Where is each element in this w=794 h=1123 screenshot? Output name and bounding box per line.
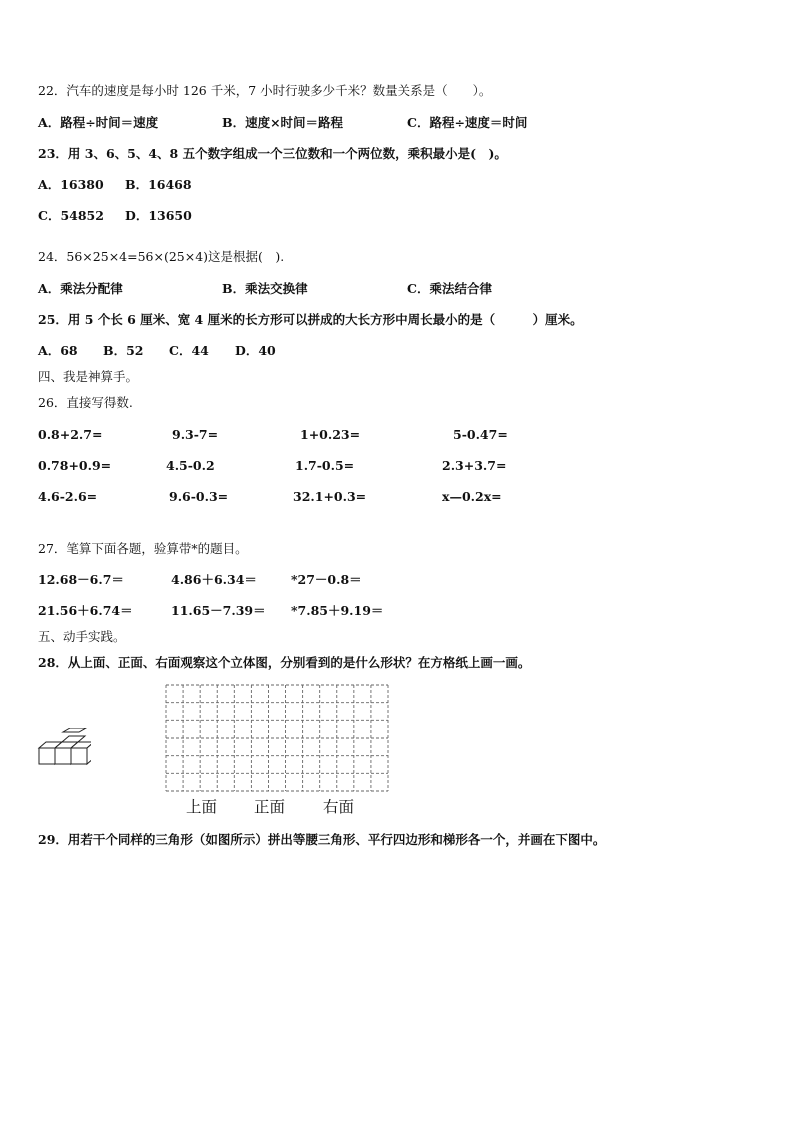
question-26-stem: 26．直接写得数.: [38, 395, 133, 410]
question-27-stem: 27．笔算下面各题，验算带*的题目。: [38, 541, 248, 556]
question-29-stem: 29．用若干个同样的三角形（如图所示）拼出等腰三角形、平行四边形和梯形各一个，并画在下图中。: [38, 832, 606, 847]
grid-label-front: 正面: [254, 798, 286, 816]
q26-item: 4.6-2.6=: [38, 489, 98, 504]
q23-option-b: B．16468: [125, 177, 192, 192]
question-24-stem: 24．56×25×4=56×(25×4)这是根据( ).: [38, 249, 285, 264]
q26-item: 32.1+0.3=: [293, 489, 367, 504]
q23-option-d: D．13650: [125, 208, 192, 223]
q26-item: 1+0.23=: [300, 427, 361, 442]
section-5-title: 五、动手实践。: [38, 629, 126, 644]
q25-option-d: D．40: [235, 343, 276, 358]
grid-paper[interactable]: [165, 684, 389, 792]
q25-option-b: B．52: [103, 343, 144, 358]
q26-item: 9.6-0.3=: [169, 489, 229, 504]
q26-item: 1.7-0.5=: [295, 458, 355, 473]
grid-label-right: 右面: [323, 798, 355, 816]
q24-option-c: C．乘法结合律: [407, 281, 492, 296]
q27-item: 12.68－6.7＝: [38, 572, 124, 587]
q23-option-a: A．16380: [38, 177, 104, 192]
q22-option-b: B．速度×时间＝路程: [222, 115, 344, 130]
cube-solid-figure: [35, 728, 91, 768]
question-28-stem: 28．从上面、正面、右面观察这个立体图，分别看到的是什么形状？在方格纸上画一画。: [38, 655, 531, 670]
q26-item: 0.78+0.9=: [38, 458, 112, 473]
q25-option-a: A．68: [38, 343, 78, 358]
q27-item: 4.86＋6.34＝: [171, 572, 257, 587]
q26-item: x—0.2x=: [442, 489, 502, 504]
q27-item: *7.85＋9.19＝: [291, 603, 384, 618]
q27-item: 11.65－7.39＝: [171, 603, 266, 618]
q25-option-c: C．44: [169, 343, 209, 358]
q27-item: *27－0.8＝: [291, 572, 362, 587]
q26-item: 2.3+3.7=: [442, 458, 507, 473]
q26-item: 9.3-7=: [172, 427, 219, 442]
section-4-title: 四、我是神算手。: [38, 369, 139, 384]
question-22-stem: 22．汽车的速度是每小时 126 千米，7 小时行驶多少千米？数量关系是（ ）。: [38, 83, 492, 98]
q24-option-a: A．乘法分配律: [38, 281, 123, 296]
q26-item: 5-0.47=: [453, 427, 508, 442]
q27-item: 21.56＋6.74＝: [38, 603, 133, 618]
q22-option-c: C．路程÷速度＝时间: [407, 115, 528, 130]
question-25-stem: 25．用 5 个长 6 厘米、宽 4 厘米的长方形可以拼成的大长方形中周长最小的是（ ）厘米。: [38, 312, 583, 327]
q26-item: 0.8+2.7=: [38, 427, 103, 442]
q24-option-b: B．乘法交换律: [222, 281, 308, 296]
grid-label-top: 上面: [186, 798, 218, 816]
q26-item: 4.5-0.2: [166, 458, 215, 473]
q22-option-a: A．路程÷时间＝速度: [38, 115, 159, 130]
q23-option-c: C．54852: [38, 208, 104, 223]
question-23-stem: 23．用 3、6、5、4、8 五个数字组成一个三位数和一个两位数，乘积最小是( )。: [38, 146, 507, 161]
